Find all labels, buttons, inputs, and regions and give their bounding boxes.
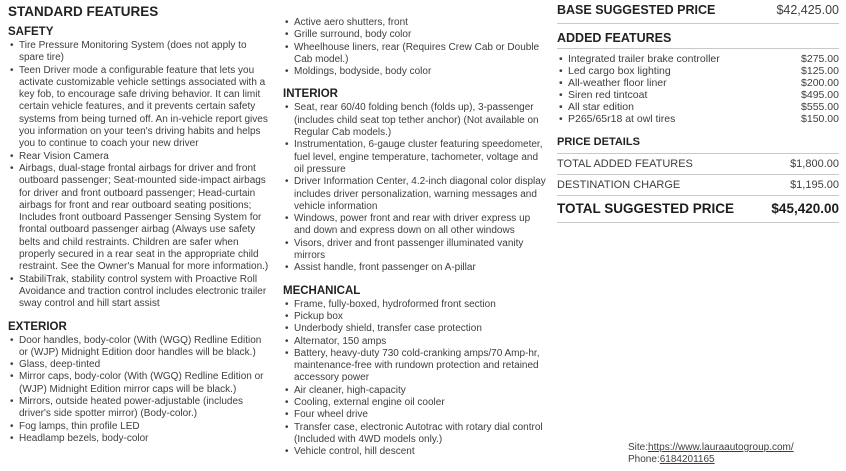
feature-item: • Alternator, 150 amps	[283, 336, 547, 348]
dealer-contact-footer	[628, 442, 794, 466]
interior-feature-list	[283, 102, 547, 274]
feature-item: • Rear Vision Camera	[8, 151, 271, 163]
feature-item: • Airbags, dual-stage frontal airbags for driver and front outboard passenger; Seat-mounted side-impact airbags for driver and front outboard passenger; Head-curtain airbags for front and rear outboard seating positions; Includes front outboard Passenger Sensing System for frontal outboard passenger airbag (Always use safety belts and child restraints. Children are safer when properly secured in a rear seat in the appropriate child restraint. See the Owner's Manual for more information.)	[8, 163, 271, 274]
added-features-heading: ADDED FEATURES	[557, 31, 839, 49]
added-feature-row	[557, 101, 839, 113]
added-features-list	[557, 53, 839, 125]
feature-item: • Visors, driver and front passenger illuminated vanity mirrors	[283, 238, 547, 263]
feature-item: • Teen Driver mode a configurable feature that lets you activate customizable vehicle settings associated with a key fob, to encourage safe driving behavior. It can limit certain vehicle features, and it prevents certain safety systems from being turned off. An in-vehicle report gives you information on your teen's driving habits and helps you to continue to coach your new driver	[8, 65, 271, 151]
feature-item: • Underbody shield, transfer case protection	[283, 323, 547, 335]
added-feature-price: $200.00	[801, 77, 839, 89]
added-feature-label: • P265/65r18 at owl tires	[557, 113, 675, 125]
added-feature-label: • Led cargo box lighting	[557, 65, 671, 77]
total-price-label: TOTAL SUGGESTED PRICE	[557, 201, 735, 216]
added-feature-price: $495.00	[801, 89, 839, 101]
feature-item: • Glass, deep-tinted	[8, 359, 271, 371]
feature-item: • Grille surround, body color	[283, 29, 547, 41]
feature-item: • Assist handle, front passenger on A-pillar	[283, 262, 547, 274]
feature-item: • Wheelhouse liners, rear (Requires Crew Cab or Double Cab model.)	[283, 42, 547, 67]
section-heading-safety: SAFETY	[8, 26, 54, 38]
feature-item: • Mirrors, outside heated power-adjustable (includes driver's side spotter mirror) (Body-color.)	[8, 396, 271, 421]
added-feature-label: • Integrated trailer brake controller	[557, 53, 720, 65]
section-heading-mechanical: MECHANICAL	[283, 284, 361, 297]
feature-item: • Mirror caps, body-color (With (WGQ) Redline Edition or (WJP) Midnight Edition mirror caps will be black.)	[8, 371, 271, 396]
standard-features-column-middle	[283, 17, 547, 459]
section-heading-interior: INTERIOR	[283, 88, 338, 101]
added-feature-label: • All star edition	[557, 101, 634, 113]
phone-line	[628, 454, 794, 466]
base-price-label: BASE SUGGESTED PRICE	[557, 3, 716, 17]
total-price-row	[557, 196, 839, 223]
feature-item: • Instrumentation, 6-gauge cluster featuring speedometer, fuel level, engine temperature, tachometer, voltage and oil pressure	[283, 139, 547, 176]
phone-link[interactable]: 6184201165	[659, 454, 715, 465]
added-feature-label: • Siren red tintcoat	[557, 89, 647, 101]
price-detail-label: TOTAL ADDED FEATURES	[557, 158, 693, 170]
site-line	[628, 442, 794, 454]
price-detail-label: DESTINATION CHARGE	[557, 179, 681, 191]
price-detail-row	[557, 154, 839, 175]
feature-item: • Door handles, body-color (With (WGQ) Redline Edition or (WJP) Midnight Edition door handles will be black.)	[8, 335, 271, 360]
feature-item: • Moldings, bodyside, body color	[283, 66, 547, 78]
feature-item: • Driver Information Center, 4.2-inch diagonal color display includes driver personalization, warning messages and vehicle information	[283, 176, 547, 213]
added-feature-price: $555.00	[801, 101, 839, 113]
total-price-value: $45,420.00	[771, 201, 839, 216]
feature-item: • Air cleaner, high-capacity	[283, 385, 547, 397]
price-detail-value: $1,195.00	[790, 179, 839, 191]
added-feature-row	[557, 89, 839, 101]
feature-item: • Seat, rear 60/40 folding bench (folds up), 3-passenger (includes child seat top tether anchor) (Not available on Regular Cab models.)	[283, 102, 547, 139]
added-feature-row	[557, 53, 839, 65]
site-link[interactable]: https://www.lauraautogroup.com/	[648, 442, 794, 453]
standard-features-title: STANDARD FEATURES	[8, 4, 159, 19]
feature-item: • Tire Pressure Monitoring System (does not apply to spare tire)	[8, 40, 271, 65]
feature-item: • StabiliTrak, stability control system with Proactive Roll Avoidance and traction control includes electronic trailer sway control and hill start assist	[8, 274, 271, 311]
added-feature-row	[557, 65, 839, 77]
feature-item: • Active aero shutters, front	[283, 17, 547, 29]
feature-item: • Vehicle control, hill descent	[283, 446, 547, 458]
feature-item: • Fog lamps, thin profile LED	[8, 421, 271, 433]
base-price-value: $42,425.00	[776, 3, 839, 17]
feature-item: • Frame, fully-boxed, hydroformed front section	[283, 299, 547, 311]
phone-label: Phone:	[628, 454, 660, 465]
section-heading-exterior: EXTERIOR	[8, 320, 67, 333]
mechanical-feature-list	[283, 299, 547, 459]
added-feature-price: $125.00	[801, 65, 839, 77]
feature-item: • Windows, power front and rear with driver express up and down and express down on all other windows	[283, 213, 547, 238]
added-feature-row	[557, 113, 839, 125]
price-details-heading: PRICE DETAILS	[557, 136, 839, 154]
feature-item: • Four wheel drive	[283, 409, 547, 421]
added-feature-row	[557, 77, 839, 89]
feature-item: • Pickup box	[283, 311, 547, 323]
standard-features-column-left	[8, 4, 271, 445]
added-feature-label: • All-weather floor liner	[557, 77, 667, 89]
exterior-feature-list	[8, 335, 271, 446]
feature-item: • Cooling, external engine oil cooler	[283, 397, 547, 409]
base-price-row	[557, 3, 839, 24]
site-label: Site:	[628, 442, 649, 453]
pricing-panel	[557, 3, 839, 223]
exterior-feature-list-continued	[283, 17, 547, 78]
added-feature-price: $150.00	[801, 113, 839, 125]
price-detail-value: $1,800.00	[790, 158, 839, 170]
safety-feature-list	[8, 40, 271, 311]
price-detail-row	[557, 175, 839, 196]
feature-item: • Transfer case, electronic Autotrac with rotary dial control (Included with 4WD models only.)	[283, 422, 547, 447]
feature-item: • Headlamp bezels, body-color	[8, 433, 271, 445]
added-feature-price: $275.00	[801, 53, 839, 65]
feature-item: • Battery, heavy-duty 730 cold-cranking amps/70 Amp-hr, maintenance-free with rundown protection and retained accessory power	[283, 348, 547, 385]
